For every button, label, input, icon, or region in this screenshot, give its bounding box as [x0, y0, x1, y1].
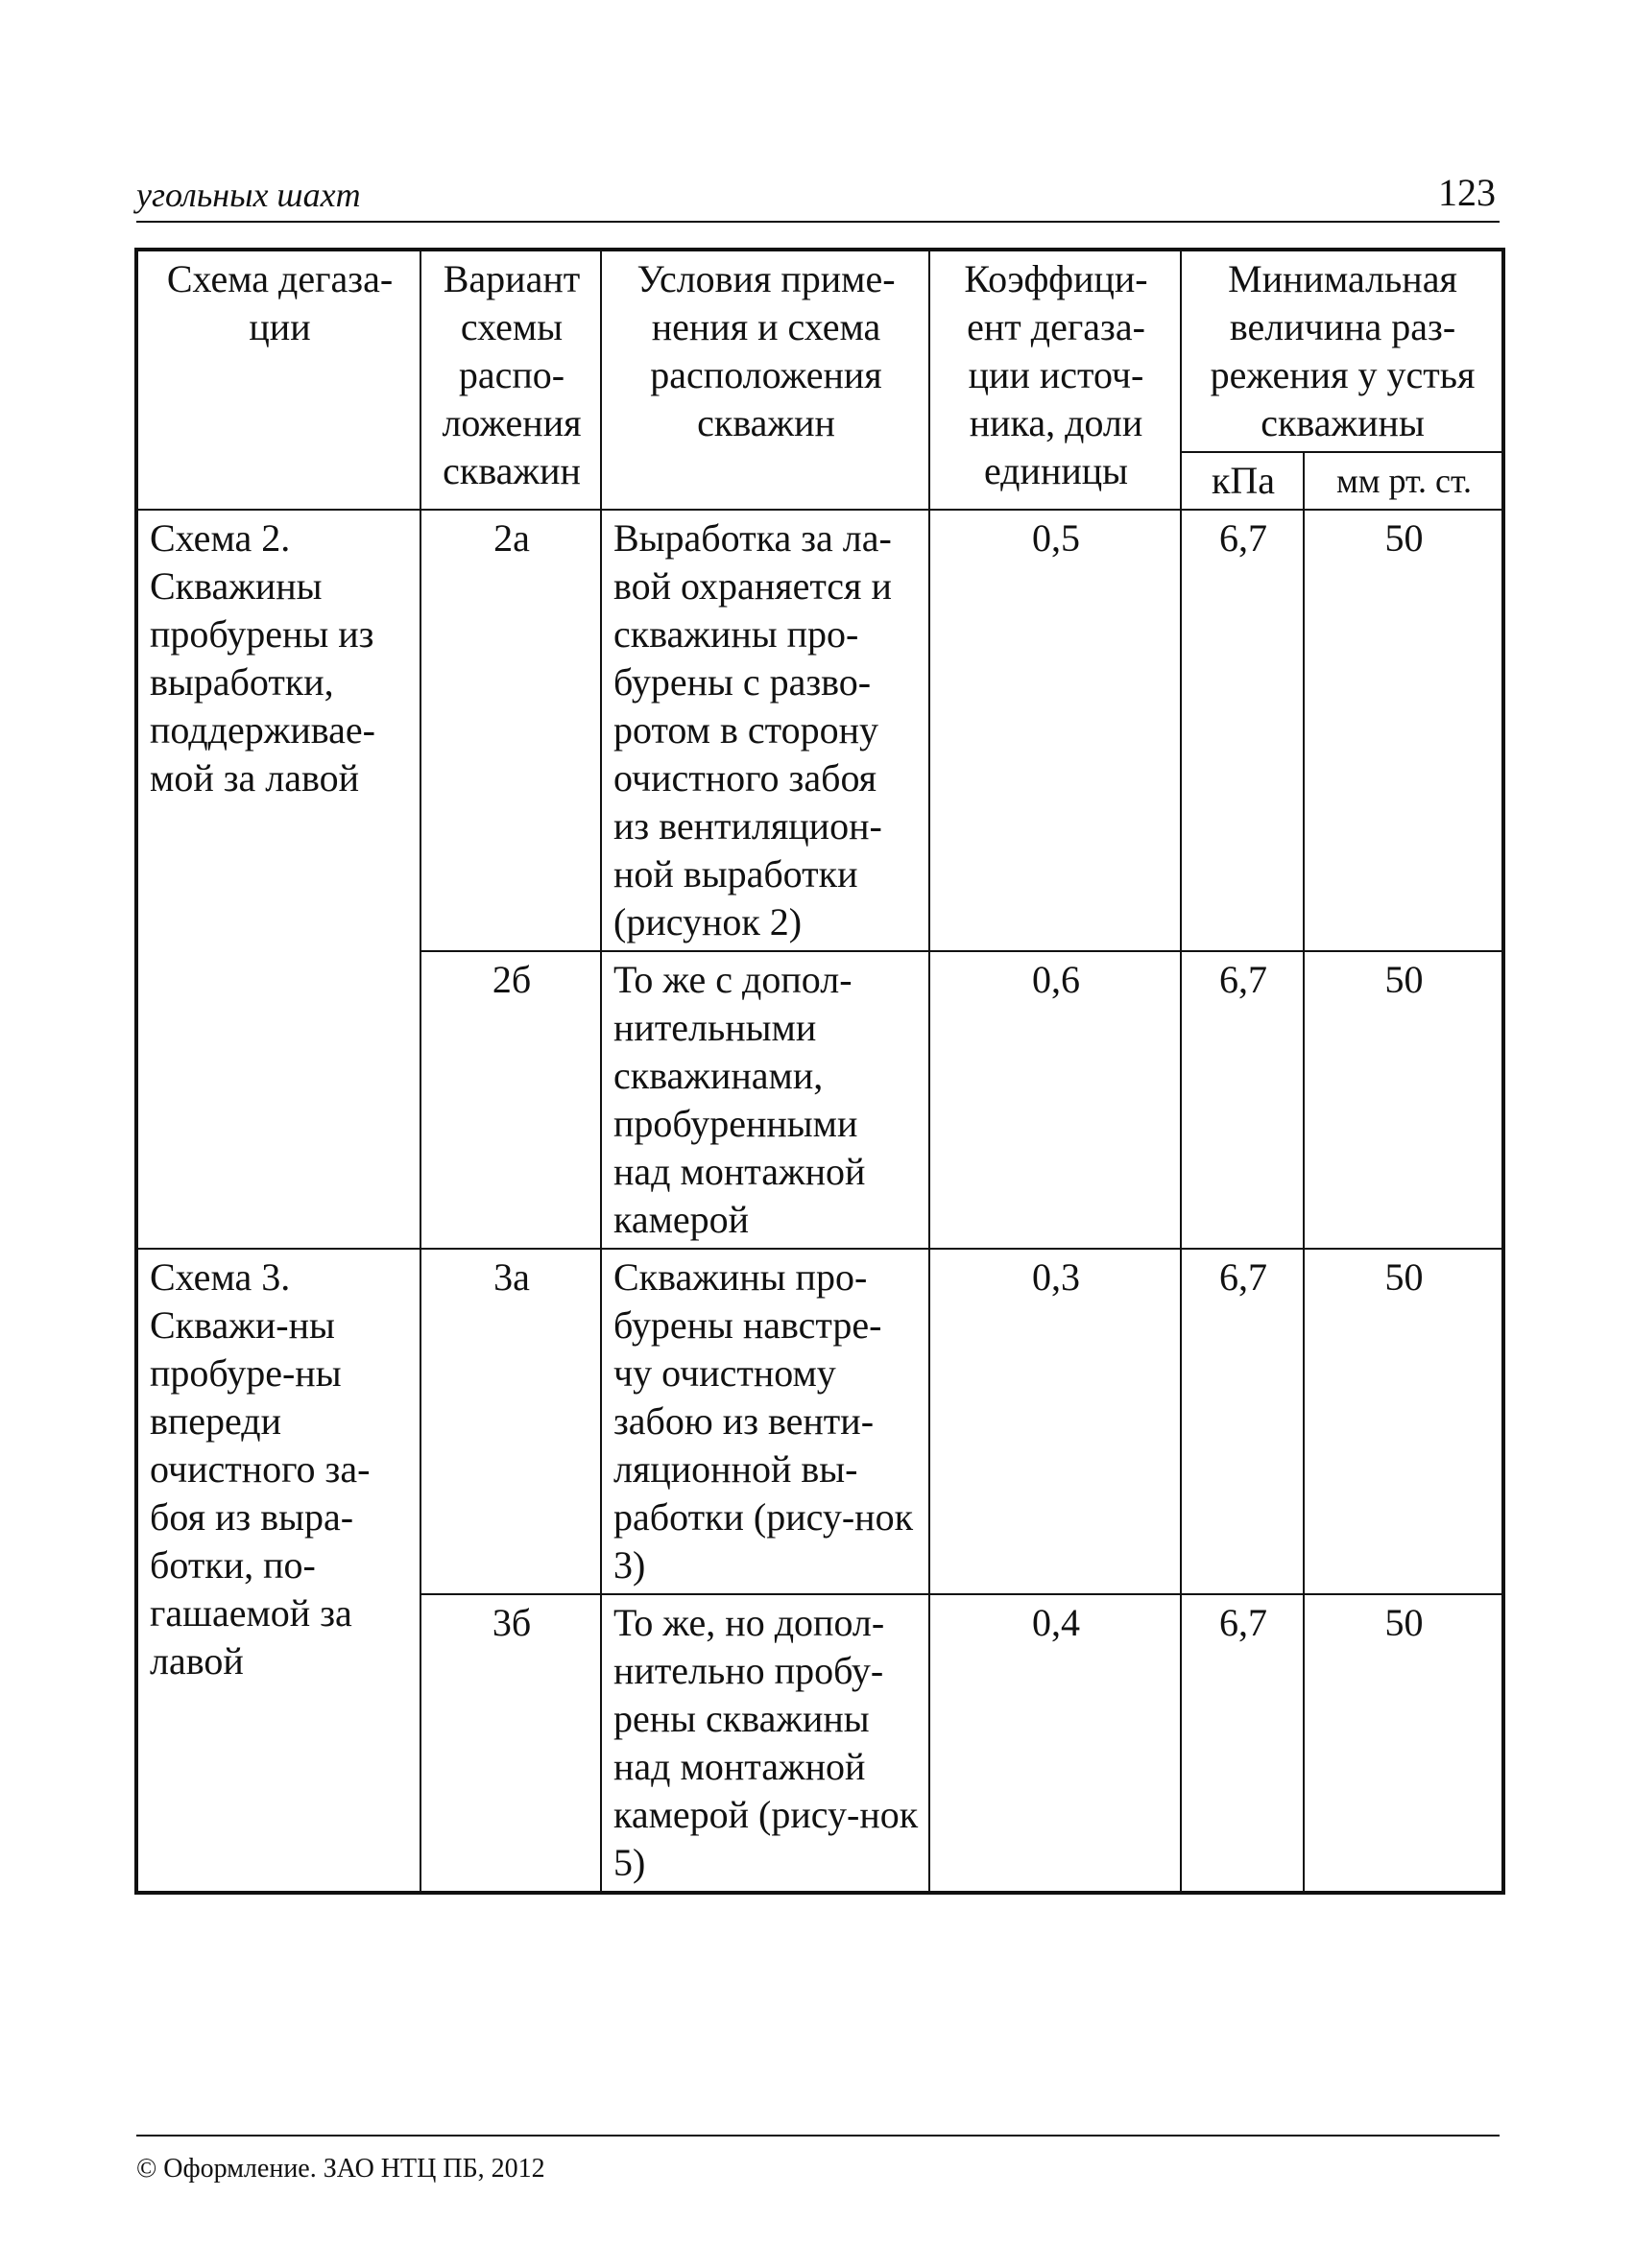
cell-coefficient: 0,6 — [929, 951, 1181, 1249]
cell-conditions: То же с допол-нительными скважинами, пробуренными над монтажной камерой — [601, 951, 929, 1249]
cell-conditions: То же, но допол-нительно пробу-рены скважины над монтажной камерой (рису-нок 5) — [601, 1594, 929, 1893]
header-conditions: Условия приме-нения и схема расположения скважин — [601, 250, 929, 510]
running-title: угольных шахт — [136, 176, 361, 214]
running-head — [136, 171, 1500, 223]
table-row — [136, 1249, 1503, 1594]
cell-variant: 3а — [420, 1249, 601, 1594]
cell-kpa: 6,7 — [1181, 1249, 1304, 1594]
cell-scheme: Схема 3. Скважи-ны пробуре-ны впереди очистного за-боя из выра-ботки, по-гашаемой за лавой — [136, 1249, 420, 1893]
page-number: 123 — [1438, 171, 1496, 214]
cell-mmhg: 50 — [1304, 951, 1503, 1249]
copyright: © Оформление. ЗАО НТЦ ПБ, 2012 — [136, 2154, 545, 2184]
degasification-table — [134, 248, 1505, 1895]
header-kpa: кПа — [1181, 452, 1304, 510]
header-variant: Вариант схемы распо-ложения скважин — [420, 250, 601, 510]
cell-variant: 2а — [420, 510, 601, 951]
header-min-vacuum: Минимальная величина раз-режения у устья скважины — [1181, 250, 1503, 452]
cell-coefficient: 0,5 — [929, 510, 1181, 951]
cell-mmhg: 50 — [1304, 1249, 1503, 1594]
header-coefficient: Коэффици-ент дегаза-ции источ-ника, доли единицы — [929, 250, 1181, 510]
cell-conditions: Выработка за ла-вой охраняется и скважины про-бурены с разво-ротом в сторону очистного забоя из вентиляцион-ной выработки (рисунок 2) — [601, 510, 929, 951]
cell-variant: 2б — [420, 951, 601, 1249]
cell-kpa: 6,7 — [1181, 510, 1304, 951]
cell-coefficient: 0,3 — [929, 1249, 1181, 1594]
table-row — [136, 510, 1503, 951]
header-mmhg: мм рт. ст. — [1304, 452, 1503, 510]
header-scheme: Схема дегаза-ции — [136, 250, 420, 510]
cell-variant: 3б — [420, 1594, 601, 1893]
cell-mmhg: 50 — [1304, 1594, 1503, 1893]
cell-scheme: Схема 2. Скважины пробурены из выработки, поддерживае-мой за лавой — [136, 510, 420, 1249]
cell-kpa: 6,7 — [1181, 951, 1304, 1249]
footer-rule — [136, 2135, 1500, 2137]
cell-mmhg: 50 — [1304, 510, 1503, 951]
cell-conditions: Скважины про-бурены навстре-чу очистному забою из венти-ляционной вы-работки (рису-нок 3) — [601, 1249, 929, 1594]
cell-kpa: 6,7 — [1181, 1594, 1304, 1893]
cell-coefficient: 0,4 — [929, 1594, 1181, 1893]
